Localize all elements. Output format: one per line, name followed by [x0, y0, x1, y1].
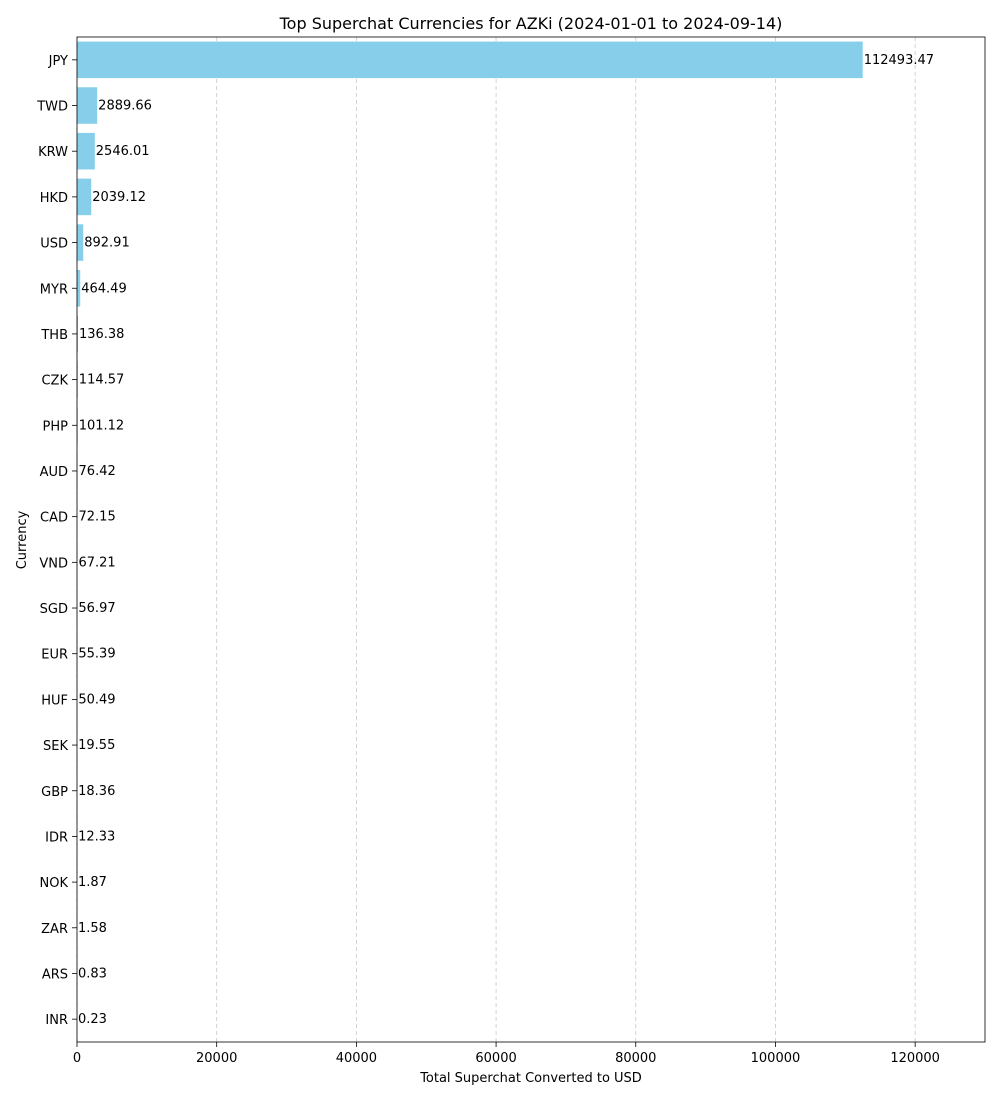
data-label-cad: 72.15	[78, 509, 116, 525]
y-tick-label: TWD	[37, 99, 68, 115]
data-label-aud: 76.42	[78, 463, 116, 479]
data-label-gbp: 18.36	[78, 783, 116, 799]
x-tick-label: 20000	[196, 1051, 238, 1066]
data-label-usd: 892.91	[84, 235, 130, 251]
x-tick-label: 60000	[475, 1051, 517, 1066]
y-tick-label: CAD	[40, 510, 68, 526]
x-tick-label: 40000	[335, 1051, 378, 1066]
data-label-huf: 50.49	[78, 692, 116, 708]
x-tick-label: 80000	[615, 1051, 657, 1066]
bar-myr	[77, 270, 80, 307]
y-tick-label: ARS	[41, 967, 68, 983]
y-tick-label: SGD	[39, 602, 68, 618]
data-label-krw: 2546.01	[95, 144, 150, 160]
data-label-nok: 1.87	[78, 875, 107, 891]
bars	[77, 42, 863, 1038]
y-tick-label: JPY	[48, 53, 68, 69]
data-label-eur: 55.39	[78, 646, 116, 662]
grid-lines	[77, 37, 915, 1042]
y-tick-label: PHP	[42, 419, 68, 435]
y-tick-label: INR	[45, 1013, 68, 1029]
bar-krw	[77, 133, 95, 170]
y-tick-label: HKD	[39, 190, 68, 206]
x-axis-label: Total Superchat Converted to USD	[420, 1071, 642, 1086]
y-tick-label: KRW	[38, 145, 68, 161]
y-tick-label: USD	[40, 236, 68, 252]
y-tick-label: MYR	[39, 282, 68, 298]
data-label-jpy: 112493.47	[863, 52, 935, 68]
x-tick-label: 120000	[890, 1051, 940, 1066]
data-labels	[78, 53, 934, 1027]
y-tick-label: IDR	[45, 830, 68, 846]
data-label-czk: 114.57	[78, 372, 125, 388]
chart-title: Top Superchat Currencies for AZKi (2024-01-01 to 2024-09-14)	[279, 14, 783, 33]
bar-hkd	[77, 179, 91, 216]
y-tick-label: CZK	[41, 373, 68, 389]
data-label-ars: 0.83	[78, 966, 107, 982]
y-tick-label: HUF	[41, 693, 68, 709]
y-tick-label: VND	[39, 556, 68, 572]
data-label-twd: 2889.66	[98, 98, 152, 114]
data-label-inr: 0.23	[78, 1012, 107, 1028]
y-tick-label: THB	[41, 327, 68, 343]
bar-usd	[77, 224, 83, 261]
y-tick-label: ZAR	[41, 921, 68, 937]
y-tick-label: NOK	[39, 876, 68, 892]
y-tick-label: AUD	[39, 464, 68, 480]
y-axis-label: Currency	[15, 510, 30, 570]
y-tick-label: GBP	[41, 784, 68, 800]
data-label-sek: 19.55	[78, 738, 116, 754]
data-label-sgd: 56.97	[78, 601, 116, 617]
data-label-thb: 136.38	[78, 326, 125, 342]
y-tick-label: EUR	[41, 647, 68, 663]
data-label-idr: 12.33	[78, 829, 116, 845]
data-label-zar: 1.58	[78, 920, 107, 936]
axes	[36, 37, 985, 1066]
data-label-myr: 464.49	[81, 281, 127, 297]
x-tick-label: 100000	[750, 1051, 801, 1066]
bar-twd	[77, 87, 97, 124]
bar-jpy	[77, 42, 863, 79]
data-label-hkd: 2039.12	[92, 189, 147, 205]
data-label-php: 101.12	[78, 418, 125, 434]
plot-frame	[77, 37, 985, 1042]
x-tick-label: 0	[72, 1051, 82, 1066]
y-tick-label: SEK	[43, 739, 68, 755]
data-label-vnd: 67.21	[78, 555, 116, 571]
